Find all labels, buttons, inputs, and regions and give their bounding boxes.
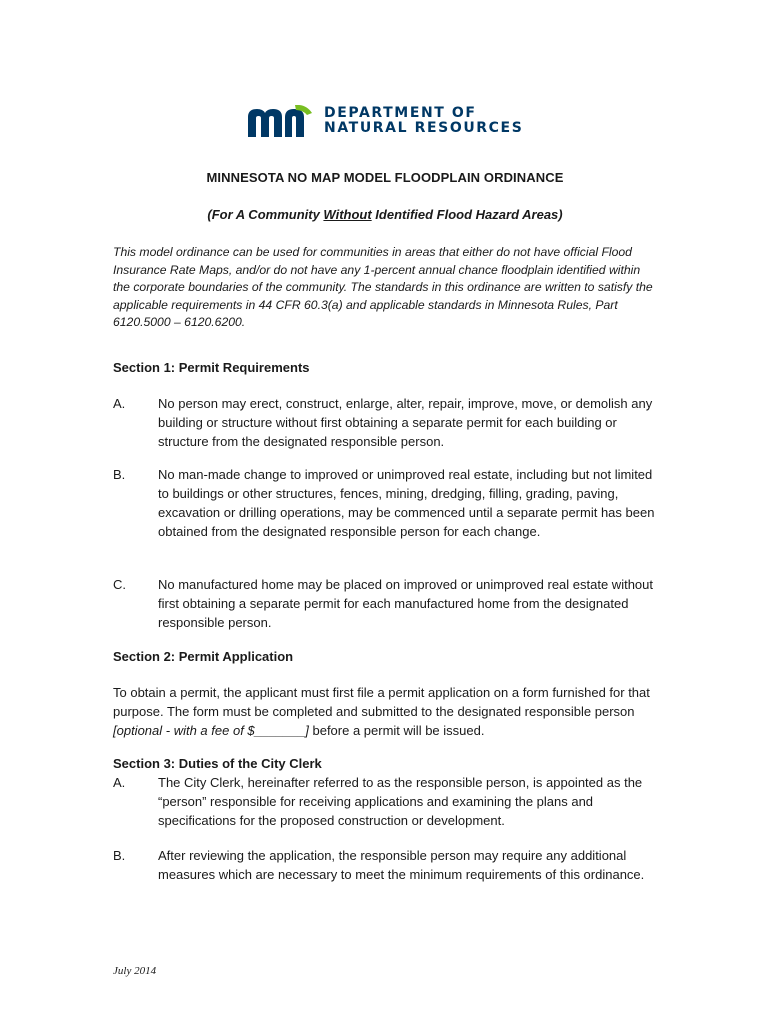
- section-1-item-a: [113, 394, 658, 451]
- logo-wordmark: [324, 106, 523, 136]
- section-1-item-b: [113, 465, 658, 541]
- section-2-paragraph: [113, 683, 658, 740]
- section-2-text-before: To obtain a permit, the applicant must first file a permit application on a form furnished for that purpose. The form must be completed and submitted to the designated responsible person: [113, 685, 650, 719]
- item-letter: B.: [113, 848, 126, 863]
- section-1-heading: Section 1: Permit Requirements: [113, 360, 310, 375]
- item-letter: A.: [113, 775, 126, 790]
- item-text: No person may erect, construct, enlarge, alter, repair, improve, move, or demolish any building or structure without first obtaining a separate permit for each building or structure from the designated responsible person.: [158, 396, 653, 449]
- section-2-text-after: before a permit will be issued.: [308, 723, 485, 738]
- logo-line-1: DEPARTMENT OF: [324, 105, 477, 121]
- section-3-heading: Section 3: Duties of the City Clerk: [113, 756, 322, 771]
- section-3-item-b: [113, 846, 658, 884]
- subtitle-after: Identified Flood Hazard Areas): [371, 207, 563, 222]
- item-text: After reviewing the application, the responsible person may require any additional measures which are necessary to meet the minimum requirements of this ordinance.: [158, 848, 645, 882]
- section-2-heading: Section 2: Permit Application: [113, 649, 294, 664]
- section-2-fee-optional: [optional - with a fee of $_______]: [113, 723, 309, 738]
- document-title: MINNESOTA NO MAP MODEL FLOODPLAIN ORDINANCE: [206, 170, 564, 185]
- item-letter: A.: [113, 396, 126, 411]
- logo-line-2: NATURAL RESOURCES: [324, 120, 524, 136]
- mn-logo-icon: [248, 105, 316, 137]
- item-text: No man-made change to improved or unimproved real estate, including but not limited to buildings or other structures, fences, mining, dredging, filling, grading, paving, excavation or drilling operations, may be commenced until a separate permit has been obtained from the designated responsible person for each change.: [158, 467, 655, 539]
- dnr-logo: [248, 104, 523, 138]
- item-letter: B.: [113, 467, 126, 482]
- subtitle-underlined: Without: [323, 207, 372, 222]
- section-1-item-c: [113, 575, 658, 632]
- footer-date: July 2014: [113, 965, 157, 977]
- intro-paragraph: This model ordinance can be used for communities in areas that either do not have official Flood Insurance Rate Maps, and/or do not have any 1-percent annual chance floodplain identified within the corporate boundaries of the community. The standards in this ordinance are written to satisfy the applicable requirements in 44 CFR 60.3(a) and applicable standards in Minnesota Rules, Part 6120.5000 – 6120.6200.: [113, 245, 653, 330]
- item-text: The City Clerk, hereinafter referred to as the responsible person, is appointed as the “person” responsible for receiving applications and examining the plans and specifications for the proposed construction or development.: [158, 775, 643, 828]
- section-3-item-a: [113, 773, 658, 830]
- document-subtitle: [0, 207, 770, 222]
- item-letter: C.: [113, 577, 126, 592]
- subtitle-before: (For A Community: [207, 207, 324, 222]
- item-text: No manufactured home may be placed on improved or unimproved real estate without first obtaining a separate permit for each manufactured home from the designated responsible person.: [158, 577, 653, 630]
